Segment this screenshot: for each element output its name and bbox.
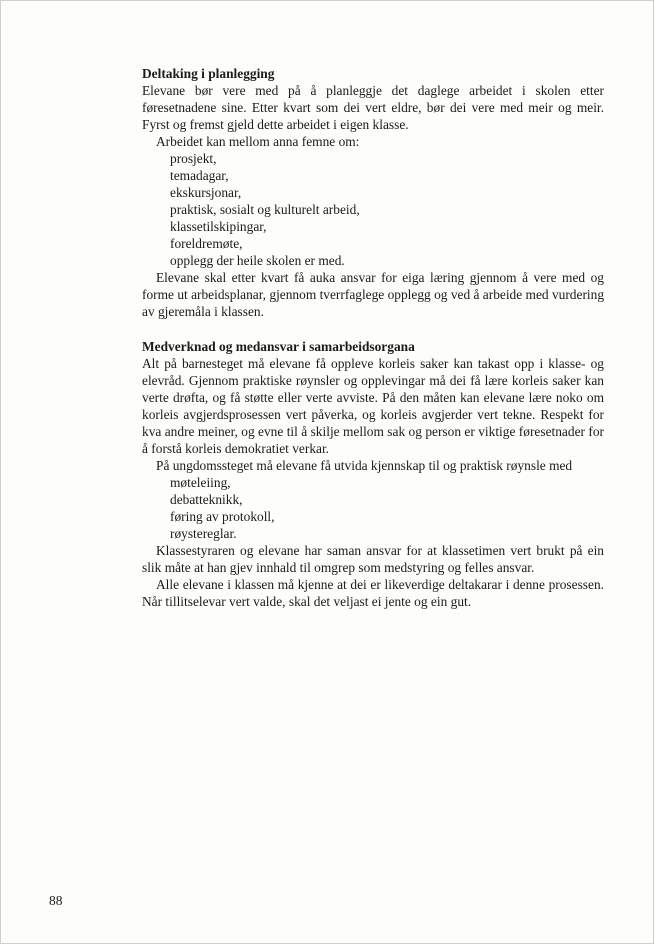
list-item: debatteknikk, <box>170 492 243 507</box>
activity-list <box>142 150 604 269</box>
list-item: møteleiing, <box>170 475 231 490</box>
list-item: røystereglar. <box>170 526 237 541</box>
skills-list <box>142 474 604 542</box>
section-heading: Medverknad og medansvar i samarbeidsorgana <box>142 339 415 354</box>
list-item: klassetilskipingar, <box>170 219 267 234</box>
list-item: praktisk, sosialt og kulturelt arbeid, <box>170 202 360 217</box>
list-item: temadagar, <box>170 168 229 183</box>
paragraph: Arbeidet kan mellom anna femne om: <box>156 134 360 149</box>
paragraph: Alle elevane i klassen må kjenne at dei er likeverdige deltakarar i denne prosessen. Når tillitselevar vert valde, skal det veljast ei jente og ein gut. <box>142 577 604 609</box>
page-number: 88 <box>49 893 63 908</box>
list-item: ekskursjonar, <box>170 185 242 200</box>
list-item: opplegg der heile skolen er med. <box>170 253 345 268</box>
section-participation <box>142 338 604 610</box>
section-planning <box>142 65 604 320</box>
list-item: foreldremøte, <box>170 236 243 251</box>
paragraph: Elevane bør vere med på å planleggje det daglege arbeidet i skolen etter føresetnadene sine. Etter kvart som dei vert eldre, bør dei vere med meir og meir. Fyrst og fremst gjeld dette arbeidet i eigen klasse. <box>142 83 604 132</box>
paragraph: Elevane skal etter kvart få auka ansvar for eiga læring gjennom å vere med og forme ut arbeidsplanar, gjennom tverrfaglege opplegg og ved å arbeide med vurdering av gjeremåla i klassen. <box>142 270 605 319</box>
page-content <box>142 65 604 610</box>
paragraph: Klassestyraren og elevane har saman ansvar for at klassetimen vert brukt på ein slik måte at han gjev innhald til omgrep som medstyring og felles ansvar. <box>142 543 604 575</box>
list-item: prosjekt, <box>170 151 217 166</box>
paragraph: På ungdomssteget må elevane få utvida kjennskap til og praktisk røynsle med <box>156 458 573 473</box>
list-item: føring av protokoll, <box>170 509 275 524</box>
section-heading: Deltaking i planlegging <box>142 66 275 81</box>
paragraph: Alt på barnesteget må elevane få oppleve korleis saker kan takast opp i klasse- og elevråd. Gjennom praktiske røynsler og opplevingar må dei få lære korleis saker kan verte drøfta, og få støtte eller verte avviste. På den måten kan elevane lære noko om korleis avgjerdsprosessen vert påverka, og korleis avgjerder vert tekne. Respekt for kva andre meiner, og evne til å skilje mellom sak og person er viktige føresetnader for å forstå korleis demokratiet verkar. <box>142 356 604 456</box>
